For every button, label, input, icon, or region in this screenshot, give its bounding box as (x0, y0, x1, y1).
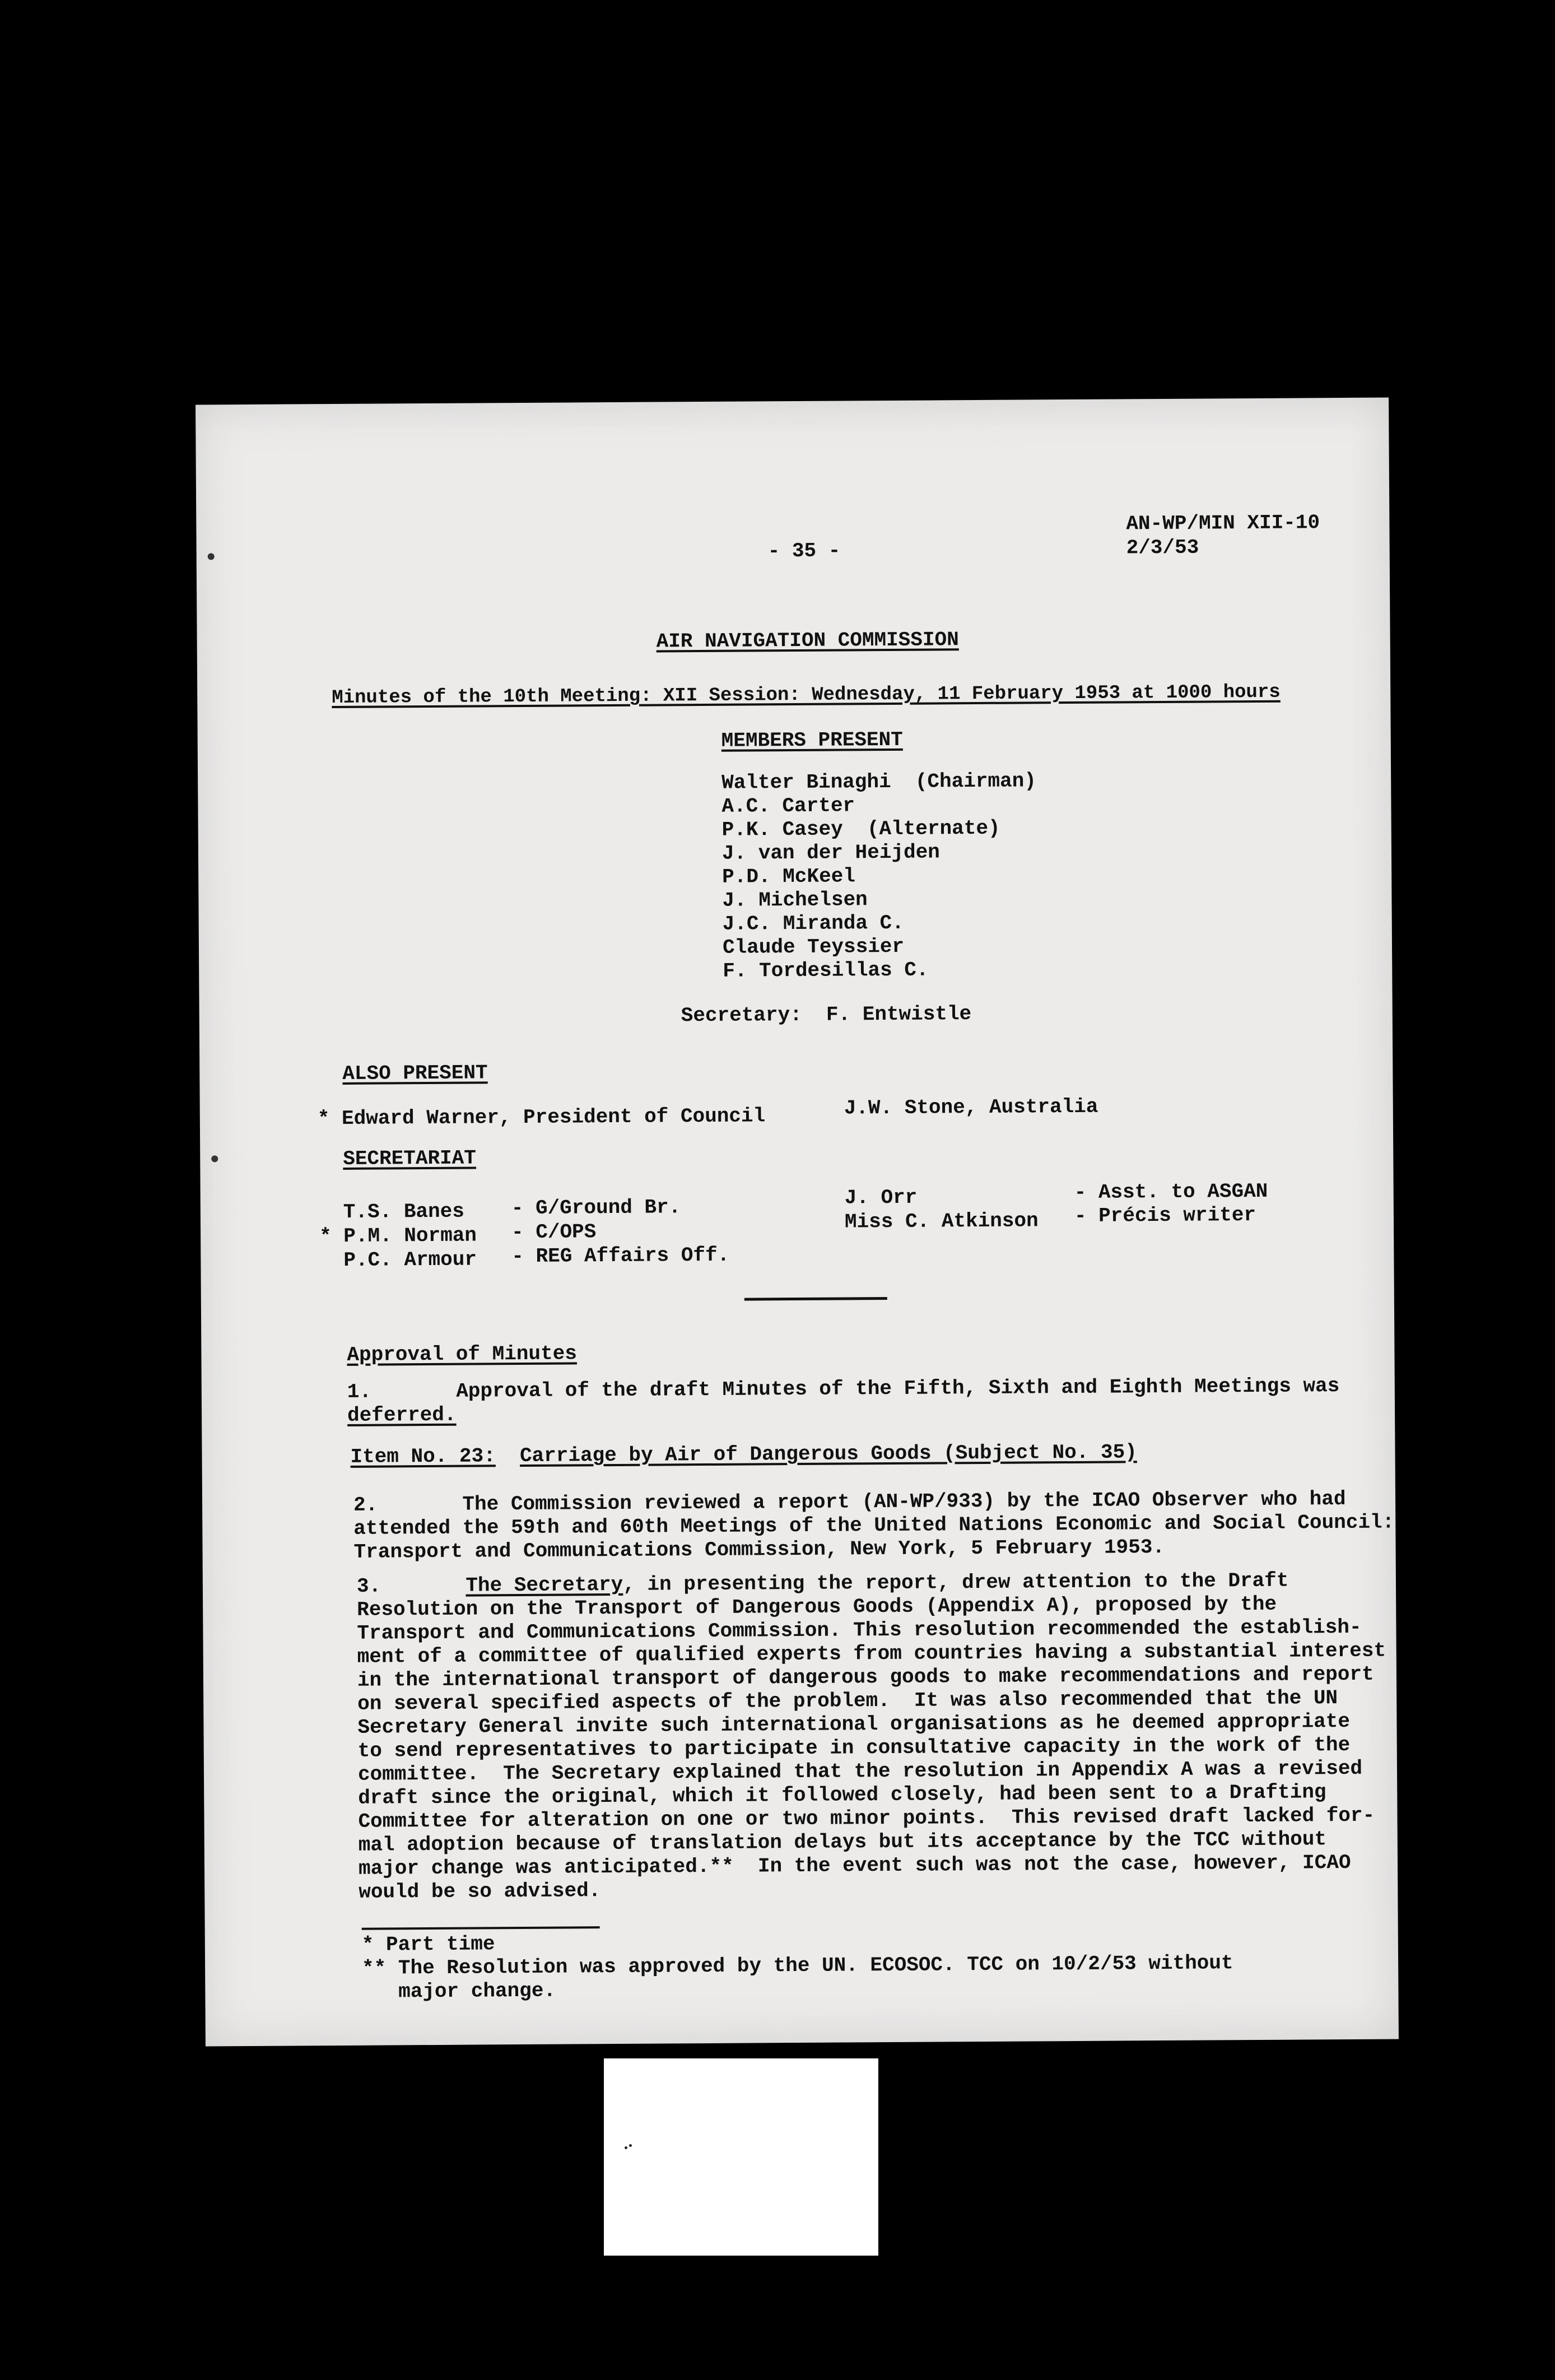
secretariat-name: J. Orr (844, 1186, 918, 1210)
secretariat-name: Miss C. Atkinson (844, 1209, 1039, 1234)
footnote: ** The Resolution was approved by the UN. ECOSOC. TCC on 10/2/53 without (361, 1951, 1233, 1980)
paragraph-line: Transport and Communications Commission. This resolution recommended the establish- (357, 1615, 1362, 1645)
paragraph-line: Committee for alteration on one or two minor points. This revised draft lacked for- (358, 1803, 1375, 1833)
paragraph-line: Transport and Communications Commission, New York, 5 February 1953. (353, 1536, 1165, 1564)
paragraph-line: on several specified aspects of the problem. It was also recommended that the UN (357, 1686, 1338, 1716)
item-heading (350, 1442, 1137, 1467)
secretariat-role: - REG Affairs Off. (511, 1243, 730, 1268)
blank-card (604, 2058, 878, 2256)
secretariat-name: T.S. Banes (343, 1200, 465, 1224)
paragraph-3 (357, 1569, 1388, 1904)
member-name: Claude Teyssier (722, 935, 905, 959)
paragraph-line: in the international transport of dangerous goods to make recommendations and report (357, 1662, 1374, 1692)
footnote: major change. (362, 1979, 556, 2004)
paragraph-line: committee. The Secretary explained that the resolution in Appendix A was a revised (357, 1756, 1363, 1786)
punch-hole (208, 553, 215, 560)
secretariat-role: - G/Ground Br. (511, 1196, 681, 1220)
paragraph-line: 2. The Commission reviewed a report (AN-WP/933) by the ICAO Observer who had (353, 1488, 1346, 1517)
document-date: 2/3/53 (1126, 536, 1199, 560)
document-title: AIR NAVIGATION COMMISSION (656, 628, 959, 653)
paragraph-text: , in presenting the report, drew attention to the Draft (623, 1569, 1289, 1596)
footnote-rule (362, 1926, 600, 1930)
also-present-left: * Edward Warner, President of Council (317, 1104, 766, 1131)
item-number: Item No. 23: (350, 1444, 496, 1468)
members-present-heading: MEMBERS PRESENT (721, 728, 903, 752)
member-name: F. Tordesillas C. (723, 958, 929, 983)
members-list (721, 769, 1037, 983)
also-present-right: J.W. Stone, Australia (844, 1095, 1098, 1120)
paragraph-line: draft since the original, which it followed closely, had been sent to a Drafting (358, 1781, 1326, 1810)
secretary-line: Secretary: F. Entwistle (681, 1002, 972, 1028)
paragraph-line: mal adoption because of translation delays but its acceptance by the TCC without (358, 1828, 1327, 1857)
paragraph-line: Secretary General invite such international organisations as he deemed appropriate (357, 1709, 1351, 1739)
paragraph-line: to send representatives to participate in consultative capacity in the work of the (357, 1733, 1351, 1763)
paragraph-number: 3. (356, 1574, 466, 1598)
paragraph-line: would be so advised. (359, 1879, 601, 1904)
speck (629, 2144, 632, 2147)
member-name: P.K. Casey (Alternate) (721, 816, 1000, 842)
footnotes (362, 1928, 1233, 2004)
member-name: J. Michelsen (722, 888, 868, 912)
speck (625, 2146, 627, 2149)
speaker-name: The Secretary (465, 1573, 623, 1597)
secretariat-role: - Asst. to ASGAN (1074, 1179, 1268, 1204)
member-name: Walter Binaghi (Chairman) (721, 769, 1037, 794)
footnote: * Part time (361, 1932, 495, 1956)
approval-heading: Approval of Minutes (347, 1342, 578, 1366)
paragraph-line: deferred. (347, 1403, 457, 1427)
secretariat-role: - C/OPS (511, 1220, 597, 1244)
member-name: J. van der Heijden (721, 840, 940, 865)
secretariat-role: - Précis writer (1074, 1203, 1256, 1228)
section-divider (744, 1297, 887, 1301)
member-name: P.D. McKeel (722, 864, 855, 889)
secretariat-name: * P.M. Norman (319, 1224, 477, 1248)
item-title: Carriage by Air of Dangerous Goods (Subject No. 35) (519, 1440, 1137, 1468)
paragraph-line: 1. Approval of the draft Minutes of the Fifth, Sixth and Eighth Meetings was (347, 1374, 1340, 1403)
paragraph-line: ment of a committee of qualified experts from countries having a substantial interest (357, 1639, 1386, 1668)
paragraph-line: Resolution on the Transport of Dangerous Goods (Appendix A), proposed by the (357, 1592, 1277, 1621)
secretariat-name: P.C. Armour (343, 1248, 477, 1272)
meeting-subtitle: Minutes of the 10th Meeting: XII Session: Wednesday, 11 February 1953 at 1000 hours (332, 681, 1281, 709)
page-number: - 35 - (767, 539, 841, 563)
paragraph-1 (347, 1374, 1340, 1428)
paragraph-line: attended the 59th and 60th Meetings of the United Nations Economic and Social Council: (353, 1510, 1395, 1540)
document-reference: AN-WP/MIN XII-10 (1126, 511, 1320, 536)
member-name: J.C. Miranda C. (722, 911, 904, 936)
document-page (195, 398, 1399, 2047)
punch-hole (211, 1155, 218, 1162)
secretariat-heading: SECRETARIAT (343, 1146, 477, 1170)
paragraph-2 (353, 1487, 1395, 1564)
also-present-heading: ALSO PRESENT (342, 1061, 488, 1085)
paragraph-line: major change was anticipated.** In the event such was not the case, however, ICAO (358, 1851, 1351, 1880)
member-name: A.C. Carter (721, 794, 855, 818)
